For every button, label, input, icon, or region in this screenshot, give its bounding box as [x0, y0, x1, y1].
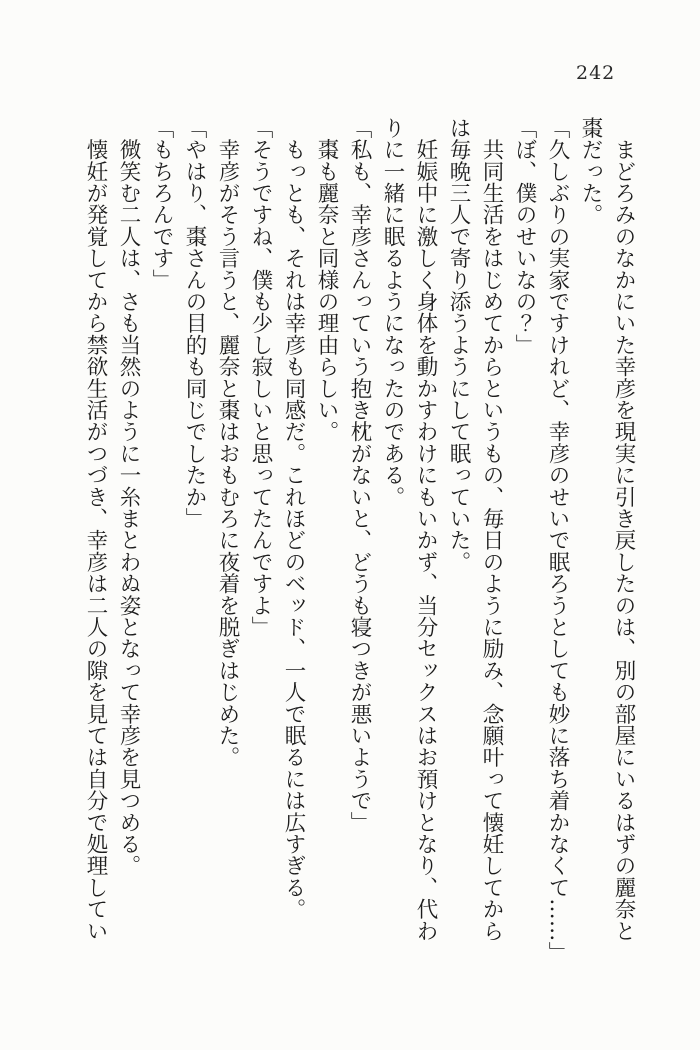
text-line: りに一緒に眠るようになったのである。 [380, 117, 405, 508]
text-line: は毎晩三人で寄り添うようにして眠っていた。 [446, 117, 471, 573]
text-line: まどろみのなかにいた幸彦を現実に引き戻したのは、別の部屋にいるはずの麗奈と [611, 117, 636, 942]
text-line: 「ぼ、僕のせいなの？」 [512, 117, 537, 356]
text-line: 微笑む二人は、さも当然のように一糸まとわぬ姿となって幸彦を見つめる。 [116, 117, 141, 877]
text-line: 「私も、幸彦さんっていう抱き枕がないと、どうも寝つきが悪いようで」 [347, 117, 372, 834]
text-line: 「そうですね、僕も少し寂しいと思ってたんですよ」 [248, 117, 273, 638]
text-line: もっとも、それは幸彦も同感だ。これほどのベッド、一人で眠るには広すぎる。 [281, 117, 306, 920]
text-line: 懐妊が発覚してから禁欲生活がつづき、幸彦は二人の隙を見ては自分で処理してい [83, 117, 108, 942]
text-line: 「もちろんです」 [149, 117, 174, 291]
text-line: 幸彦がそう言うと、麗奈と棗はおもむろに夜着を脱ぎはじめた。 [215, 117, 240, 768]
text-line: 棗だった。 [578, 117, 603, 226]
text-line: 共同生活をはじめてからというもの、毎日のように励み、念願叶って懐妊してから [479, 117, 504, 942]
text-block [78, 117, 640, 962]
text-line: 「やはり、棗さんの目的も同じでしたか」 [182, 117, 207, 530]
text-line: 「久しぶりの実家ですけれど、幸彦のせいで眠ろうとしても妙に落ち着かなくて……」 [545, 117, 570, 964]
text-line: 棗も麗奈と同様の理由らしい。 [314, 117, 339, 443]
page-number: 242 [576, 62, 616, 84]
text-line: 妊娠中に激しく身体を動かすわけにもいかず、当分セックスはお預けとなり、代わ [413, 117, 438, 942]
